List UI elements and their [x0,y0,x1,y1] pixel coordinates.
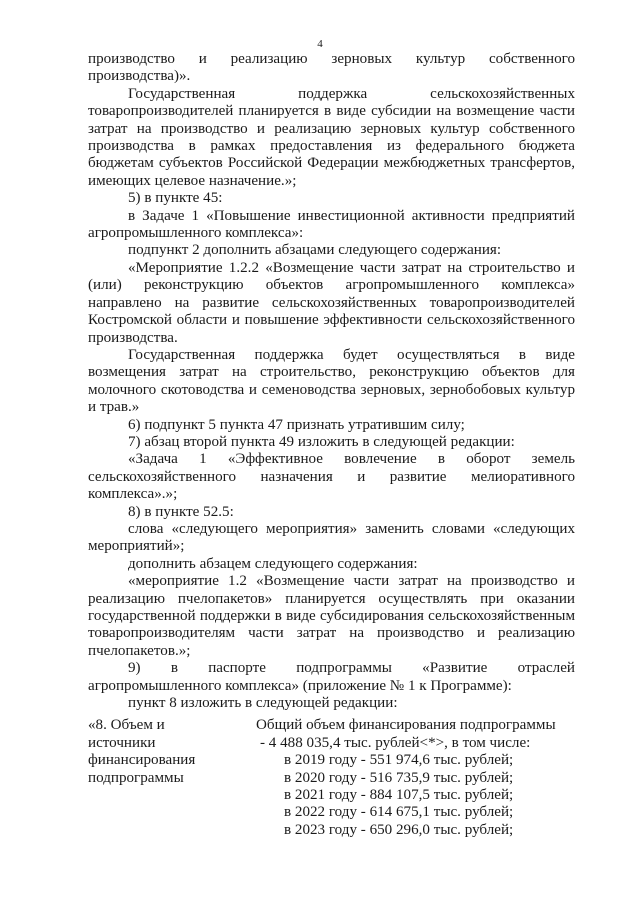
passport-year-line: в 2023 году - 650 296,0 тыс. рублей; [284,821,514,838]
passport-label-line: подпрограммы [88,769,184,786]
passport-label-line: «8. Объем и [88,717,165,734]
passport-year-line: в 2020 году - 516 735,9 тыс. рублей; [284,769,514,786]
paragraph: подпункт 2 дополнить абзацами следующего содержания: [128,242,502,259]
paragraph: 8) в пункте 52.5: [128,503,234,520]
paragraph: 9) в паспорте подпрограммы «Развитие отраслей агропромышленного комплекса» (приложение № 1 к Программе): [88,660,575,694]
passport-table [88,717,575,839]
paragraph: пункт 8 изложить в следующей редакции: [128,695,398,712]
page-number: 4 [317,38,323,50]
paragraph: Государственная поддержка будет осуществляться в виде возмещения затрат на строительство, реконструкцию объектов для молочного скотоводства и семеноводства зерновых, зернобобовых культур и трав.» [88,346,575,416]
paragraph: Государственная поддержка сельскохозяйственных товаропроизводителей планируется в виде субсидии на возмещение части затрат на производство и реализацию зерновых культур собственного производства в рамках предоставления из федерального бюджета бюджетам субъектов Российской Федерации межбюджетных трансфертов, имеющих целевое назначение.»; [88,85,575,189]
passport-year-line: в 2021 году - 884 107,5 тыс. рублей; [284,787,514,804]
passport-value-line: Общий объем финансирования подпрограммы [256,717,556,734]
paragraph: производство и реализацию зерновых культур собственного производства)». [88,51,575,85]
paragraph: дополнить абзацем следующего содержания: [128,555,418,572]
passport-label-cell [88,717,256,839]
passport-label-line: источники [88,734,156,751]
paragraph: слова «следующего мероприятия» заменить словами «следующих мероприятий»; [88,520,575,555]
document-body [88,51,575,839]
paragraph: «Задача 1 «Эффективное вовлечение в оборот земель сельскохозяйственного назначения и развитие мелиоративного комплекса».»; [88,451,575,503]
paragraph: в Задаче 1 «Повышение инвестиционной активности предприятий агропромышленного комплекса»: [88,207,575,242]
paragraph: 7) абзац второй пункта 49 изложить в следующей редакции: [128,433,515,450]
passport-value-line: - 4 488 035,4 тыс. рублей<*>, в том числе: [260,734,531,751]
passport-year-line: в 2022 году - 614 675,1 тыс. рублей; [284,804,514,821]
passport-year-line: в 2019 году - 551 974,6 тыс. рублей; [284,752,514,769]
paragraph: «Мероприятие 1.2.2 «Возмещение части затрат на строительство и (или) реконструкцию объектов агропромышленного комплекса» направлено на развитие сельскохозяйственных товаропроизводителей Костромской области и повышение эффективности сельскохозяйственного производства. [88,259,575,346]
passport-label-line: финансирования [88,752,196,769]
paragraph: 6) подпункт 5 пункта 47 признать утратившим силу; [128,416,465,433]
passport-value-cell [256,717,575,839]
table-row [88,717,575,839]
paragraph: 5) в пункте 45: [128,190,223,207]
paragraph: «мероприятие 1.2 «Возмещение части затрат на производство и реализацию пчелопакетов» планируется осуществлять при оказании государственной поддержки в виде субсидирования сельскохозяйственным товаропроизводителям части затрат на производство и реализацию пчелопакетов.»; [88,573,575,659]
